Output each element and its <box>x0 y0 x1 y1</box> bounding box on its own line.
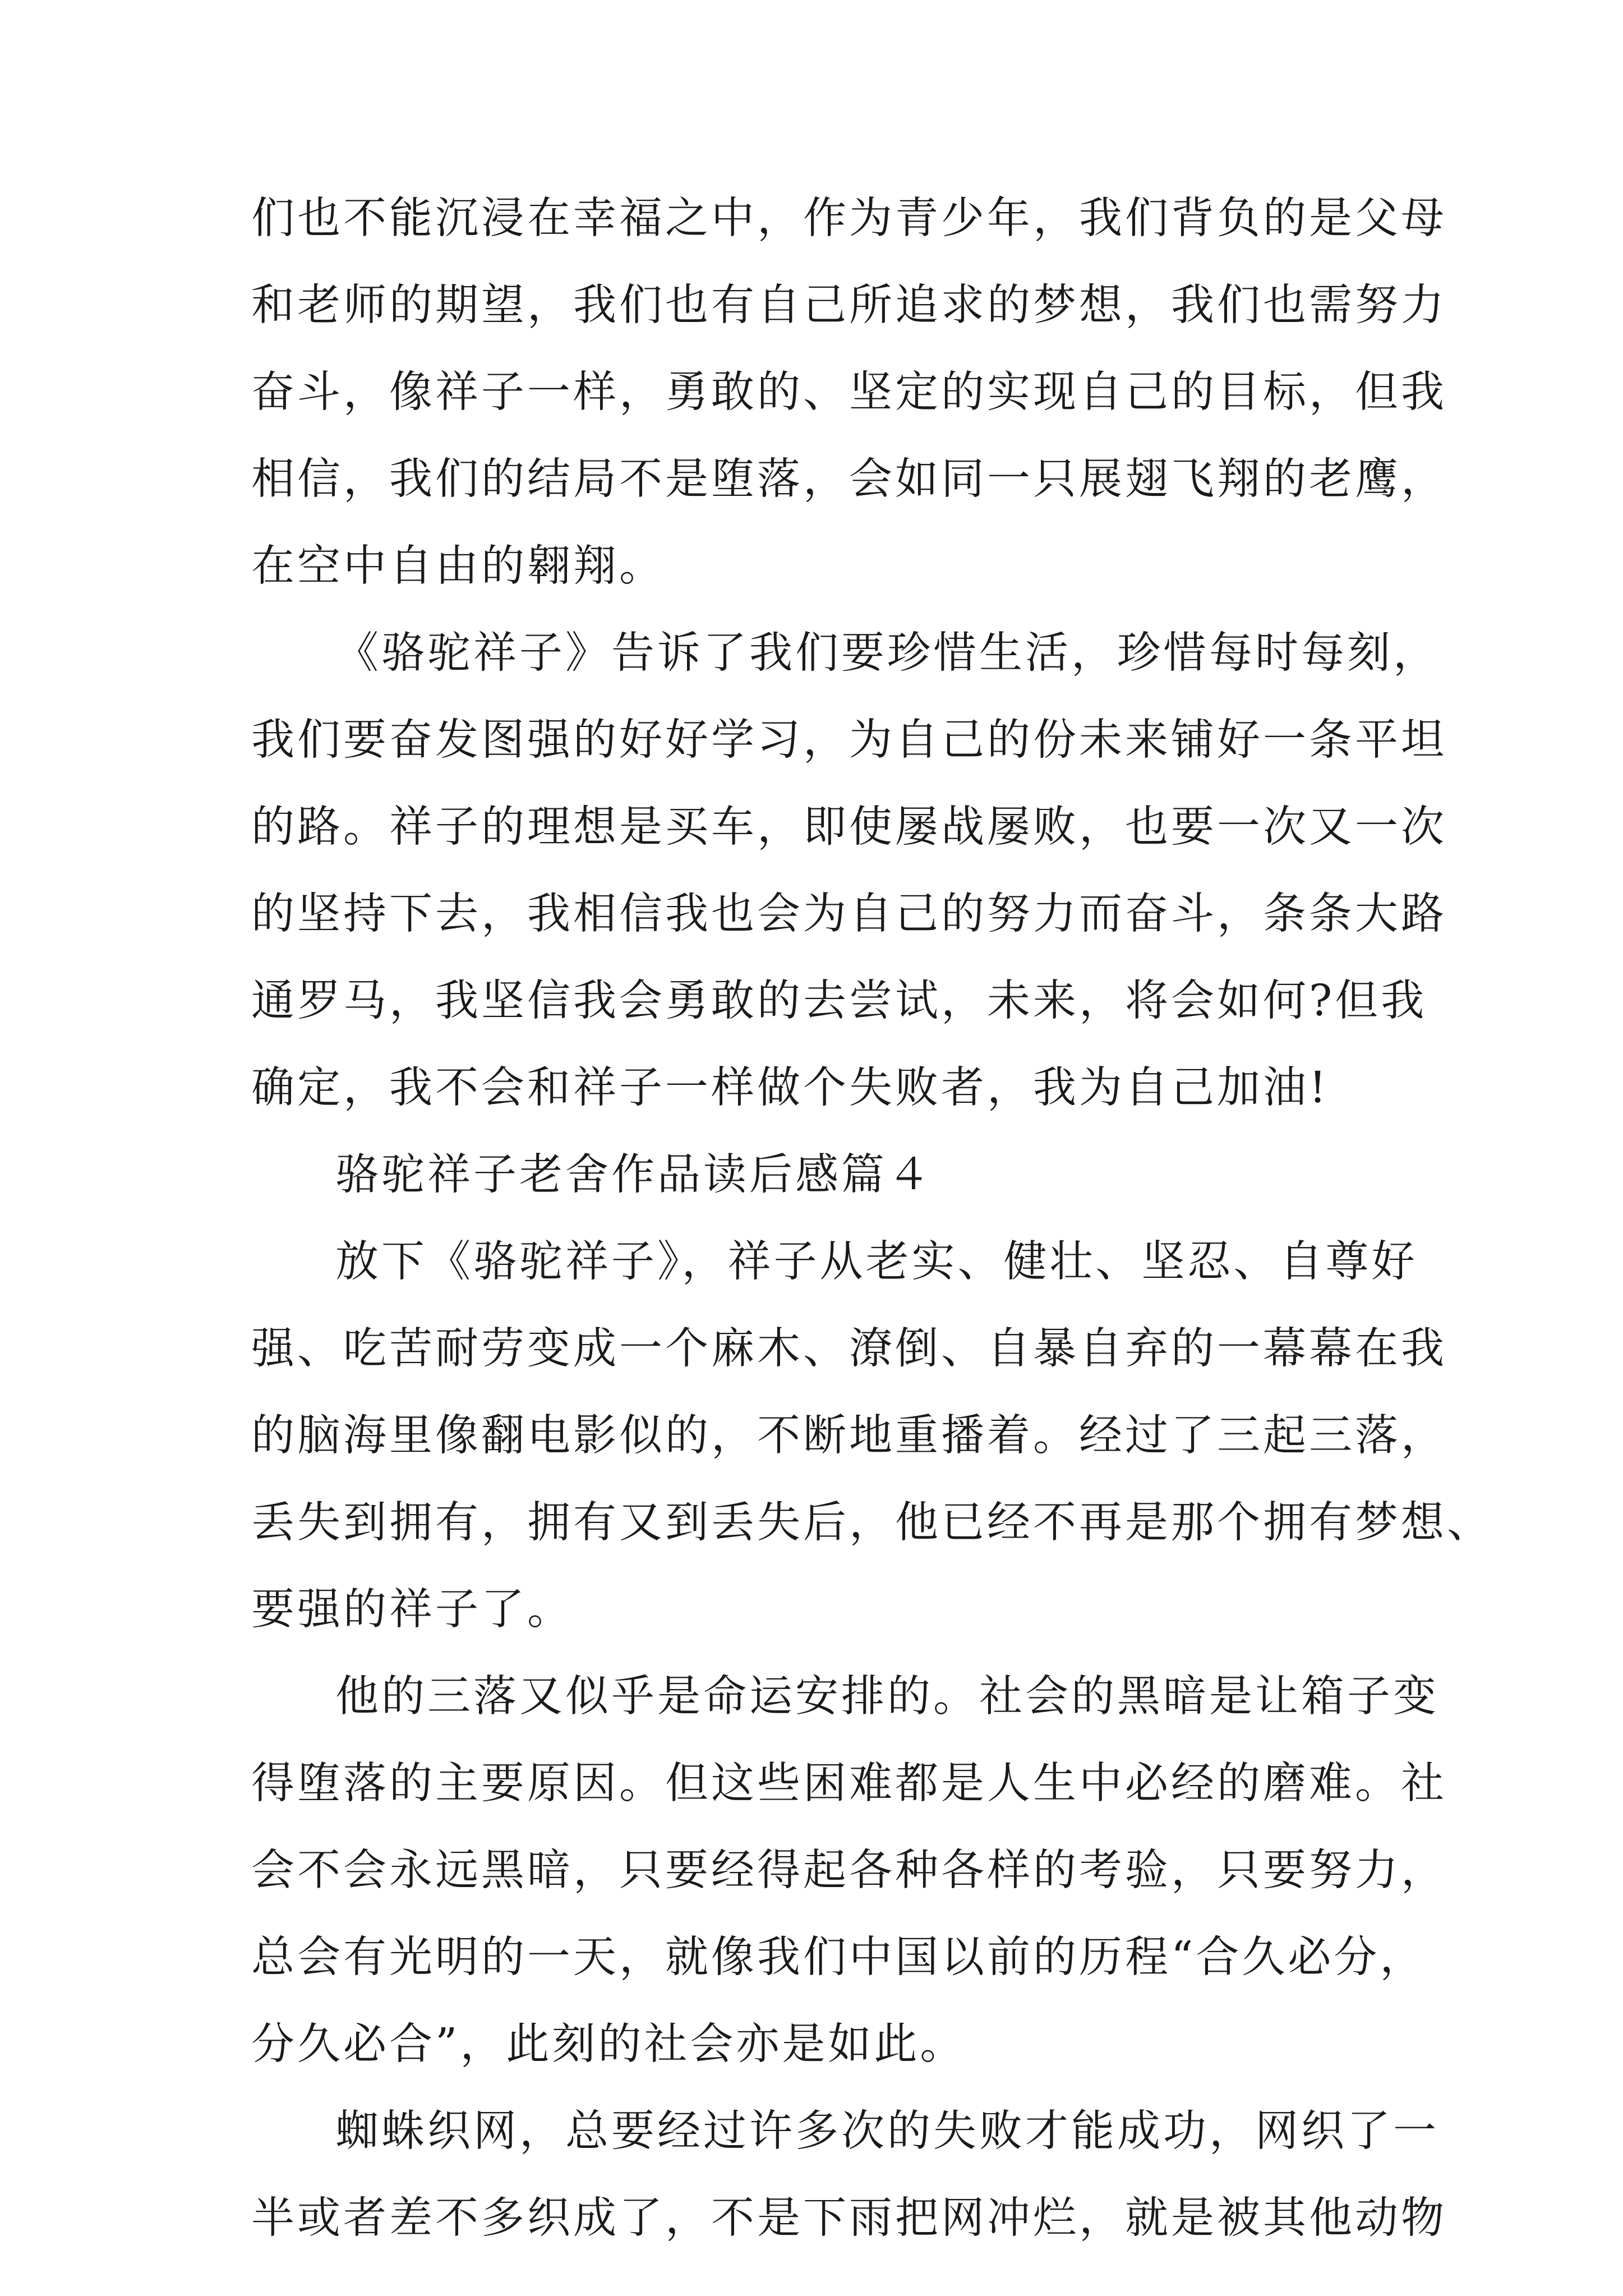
section-heading: 骆驼祥子老舍作品读后感篇４ <box>335 1150 933 1200</box>
text-line: 通罗马，我坚信我会勇敢的去尝试，未来，将会如何?但我 <box>251 976 1427 1026</box>
text-line: 总会有光明的一天，就像我们中国以前的历程“合久必分， <box>251 1932 1426 1982</box>
text-line: 分久必合”，此刻的社会亦是如此。 <box>251 2019 966 2069</box>
text-line: 的路。祥子的理想是买车，即使屡战屡败，也要一次又一次 <box>251 802 1447 852</box>
text-line: 丢失到拥有，拥有又到丢失后，他已经不再是那个拥有梦想、 <box>251 1498 1493 1548</box>
text-line: 和老师的期望，我们也有自己所追求的梦想，我们也需努力 <box>251 280 1447 330</box>
text-line: 的坚持下去，我相信我也会为自己的努力而奋斗，条条大路 <box>251 889 1447 939</box>
text-line: 强、吃苦耐劳变成一个麻木、潦倒、自暴自弃的一幕幕在我 <box>251 1324 1447 1374</box>
text-line: 得堕落的主要原因。但这些困难都是人生中必经的磨难。社 <box>251 1759 1447 1809</box>
text-line: 半或者差不多织成了，不是下雨把网冲烂，就是被其他动物 <box>251 2193 1447 2243</box>
text-line: 在空中自由的翱翔。 <box>251 541 665 591</box>
text-line: 要强的祥子了。 <box>251 1585 573 1635</box>
text-line: 会不会永远黑暗，只要经得起各种各样的考验，只要努力， <box>251 1846 1447 1895</box>
text-line: 们也不能沉浸在幸福之中，作为青少年，我们背负的是父母 <box>251 194 1447 243</box>
text-line: 放下《骆驼祥子》，祥子从老实、健壮、坚忍、自尊好 <box>335 1237 1418 1287</box>
text-line: 的脑海里像翻电影似的，不断地重播着。经过了三起三落， <box>251 1411 1447 1461</box>
text-line: 我们要奋发图强的好好学习，为自己的份未来铺好一条平坦 <box>251 715 1447 765</box>
text-line: 相信，我们的结局不是堕落，会如同一只展翅飞翔的老鹰， <box>251 454 1447 504</box>
text-line: 奋斗，像祥子一样，勇敢的、坚定的实现自己的目标，但我 <box>251 367 1447 417</box>
text-line: 他的三落又似乎是命运安排的。社会的黑暗是让箱子变 <box>335 1672 1439 1722</box>
text-line: 蜘蛛织网，总要经过许多次的失败才能成功，网织了一 <box>335 2106 1439 2156</box>
text-line: 《骆驼祥子》告诉了我们要珍惜生活，珍惜每时每刻， <box>335 628 1439 678</box>
text-line: 确定，我不会和祥子一样做个失败者，我为自己加油! <box>251 1063 1329 1113</box>
